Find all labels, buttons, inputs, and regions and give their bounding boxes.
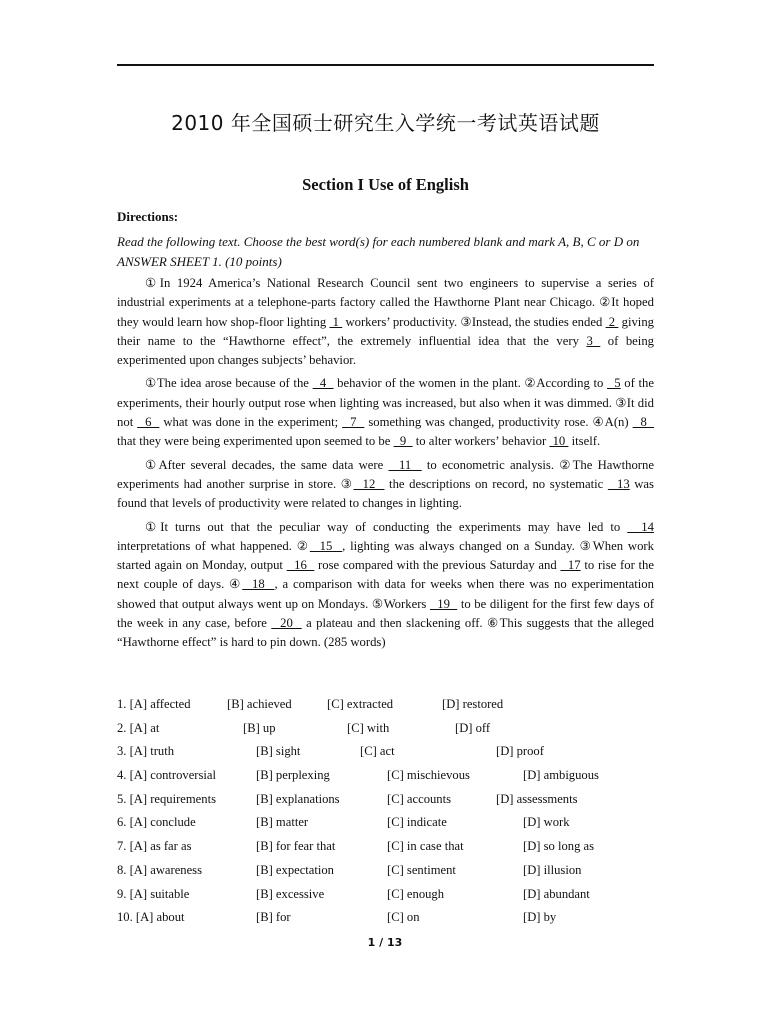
question-option-a: 8. [A] awareness xyxy=(117,862,202,877)
answer-blank: 5 xyxy=(607,376,621,391)
answer-blank: 8 xyxy=(632,415,655,430)
answer-blank: 10 xyxy=(549,434,569,449)
paragraph-3 xyxy=(117,456,654,514)
question-option-a: 6. [A] conclude xyxy=(117,815,196,830)
question-row xyxy=(117,839,654,863)
question-option-c: [C] act xyxy=(360,744,395,759)
question-option-a: 3. [A] truth xyxy=(117,744,175,759)
question-option-b: [B] excessive xyxy=(256,886,325,901)
answer-blank: 15 xyxy=(309,538,343,553)
passage-text: something was changed, productivity rose. ④A(n) xyxy=(364,415,633,430)
passage-text: a plateau and then slackening off. ⑥This suggests that the alleged “Hawthorne effect” is hard to pin down. (285 words) xyxy=(117,616,654,650)
passage-text: to econometric analysis. ②The Hawthorne experiments had another surprise in store. ③ xyxy=(117,457,654,491)
passage-text: the descriptions on record, no systematic xyxy=(384,476,608,491)
question-option-c: [C] with xyxy=(347,720,390,735)
question-option-c: [C] extracted xyxy=(327,697,394,711)
answer-blank: 3 xyxy=(586,333,601,348)
passage-text: what was done in the experiment; xyxy=(159,415,343,430)
question-option-c: [C] indicate xyxy=(387,815,447,830)
passage-text: to be diligent for the first few days of the week in any case, before xyxy=(117,596,654,631)
directions-label: Directions: xyxy=(117,209,179,224)
question-row xyxy=(117,815,654,839)
question-option-c: [C] sentiment xyxy=(387,862,456,877)
answer-options xyxy=(117,697,654,934)
question-row xyxy=(117,744,654,768)
answer-blank: 9 xyxy=(393,434,413,449)
question-option-d: [D] work xyxy=(523,815,570,830)
question-option-a: 2. [A] at xyxy=(117,720,160,735)
question-row xyxy=(117,768,654,792)
question-option-c: [C] enough xyxy=(387,886,445,901)
question-option-c: [C] in case that xyxy=(387,839,464,854)
passage-text: ①It turns out that the peculiar way of conducting the experiments may have led to xyxy=(145,519,628,534)
answer-blank: 13 xyxy=(607,476,630,491)
question-option-a: 1. [A] affected xyxy=(117,697,191,711)
passage-text: behavior of the women in the plant. ②According to xyxy=(333,376,607,391)
answer-blank: 11 xyxy=(388,457,422,472)
passage-text: interpretations of what happened. ② xyxy=(117,538,310,553)
paragraph-2 xyxy=(117,374,654,451)
question-option-a: 4. [A] controversial xyxy=(117,768,216,783)
question-option-b: [B] expectation xyxy=(256,862,334,877)
answer-blank: 19 xyxy=(430,596,458,611)
passage-text: to alter workers’ behavior xyxy=(412,434,550,449)
passage xyxy=(117,274,654,657)
passage-text: that they were being experimented upon seemed to be xyxy=(117,434,394,449)
question-option-b: [B] sight xyxy=(256,744,301,759)
question-option-c: [C] accounts xyxy=(387,791,451,806)
passage-text: , lighting was always changed on a Sunday. ③When work started again on Monday, output xyxy=(117,538,654,573)
question-row xyxy=(117,863,654,887)
question-option-a: 5. [A] requirements xyxy=(117,791,216,806)
answer-blank: 20 xyxy=(271,616,302,631)
question-option-a: 9. [A] suitable xyxy=(117,886,190,901)
passage-text: itself. xyxy=(568,434,601,449)
question-option-a: 7. [A] as far as xyxy=(117,839,192,854)
passage-text: ①After several decades, the same data were xyxy=(145,457,389,472)
question-option-b: [B] explanations xyxy=(256,791,340,806)
question-row xyxy=(117,721,654,745)
question-row xyxy=(117,910,654,934)
question-option-d: [D] ambiguous xyxy=(523,768,599,783)
answer-blank: 4 xyxy=(312,376,334,391)
question-option-c: [C] on xyxy=(387,910,420,925)
question-option-b: [B] matter xyxy=(256,815,309,830)
question-option-d: [D] proof xyxy=(496,744,544,759)
answer-blank: 2 xyxy=(605,314,619,329)
answer-blank: 14 xyxy=(627,519,654,534)
question-option-a: 10. [A] about xyxy=(117,910,185,925)
paragraph-1 xyxy=(117,274,654,370)
question-option-d: [D] so long as xyxy=(523,839,595,854)
answer-blank: 16 xyxy=(286,558,315,573)
question-option-b: [B] achieved xyxy=(227,697,292,711)
question-option-d: [D] assessments xyxy=(496,791,578,806)
question-option-b: [B] up xyxy=(243,720,276,735)
question-option-b: [B] for fear that xyxy=(256,839,336,854)
page-title: 2010 年全国硕士研究生入学统一考试英语试题 xyxy=(171,111,600,135)
passage-text: giving their name to the “Hawthorne effect”, the extremely influential idea that the very xyxy=(117,314,655,348)
section-heading: Section I Use of English xyxy=(302,175,469,194)
answer-blank: 7 xyxy=(342,415,365,430)
question-row xyxy=(117,887,654,911)
passage-text: rose compared with the previous Saturday and xyxy=(314,558,561,573)
answer-blank: 12 xyxy=(353,476,385,491)
answer-blank: 17 xyxy=(560,558,581,573)
question-option-d: [D] off xyxy=(455,720,491,735)
passage-text: , a comparison with data for weeks when there was no experimentation showed that output always went up on Mondays. ⑤Workers xyxy=(117,577,654,611)
passage-text: was found that levels of productivity were related to changes in lighting. xyxy=(117,476,654,511)
question-option-c: [C] mischievous xyxy=(387,768,470,783)
question-option-d: [D] illusion xyxy=(523,862,582,877)
question-option-d: [D] by xyxy=(523,910,557,925)
question-option-b: [B] perplexing xyxy=(256,768,330,783)
question-option-d: [D] restored xyxy=(442,697,504,711)
passage-text: of being experimented upon changes subjects’ behavior. xyxy=(117,333,655,368)
header-rule xyxy=(117,64,654,66)
passage-text: ①In 1924 America’s National Research Council sent two engineers to supervise a series of industrial experiments at a telephone-parts factory called the Hawthorne Plant near Chicago. ②It hoped they would learn how shop-floor lighting xyxy=(117,276,654,329)
passage-text: workers’ productivity. ③Instead, the studies ended xyxy=(342,314,606,329)
answer-blank: 1 xyxy=(329,314,343,329)
question-option-b: [B] for xyxy=(256,910,291,925)
passage-text: to rise for the next couple of days. ④ xyxy=(117,558,655,592)
question-row xyxy=(117,792,654,816)
answer-blank: 18 xyxy=(242,577,275,592)
paragraph-4 xyxy=(117,518,654,653)
passage-text: of the experiments, their hourly output rose when lighting was increased, but also when it was dimmed. ③It did not xyxy=(117,376,655,430)
question-option-d: [D] abundant xyxy=(523,886,590,901)
answer-blank: 6 xyxy=(137,415,160,430)
passage-text: ①The idea arose because of the xyxy=(145,376,313,391)
directions-text: Read the following text. Choose the best word(s) for each numbered blank and mark A, B, C or D on ANSWER SHEET 1. (10 points) xyxy=(117,234,640,269)
page-number: 1 / 13 xyxy=(367,936,403,949)
question-row xyxy=(117,697,654,721)
